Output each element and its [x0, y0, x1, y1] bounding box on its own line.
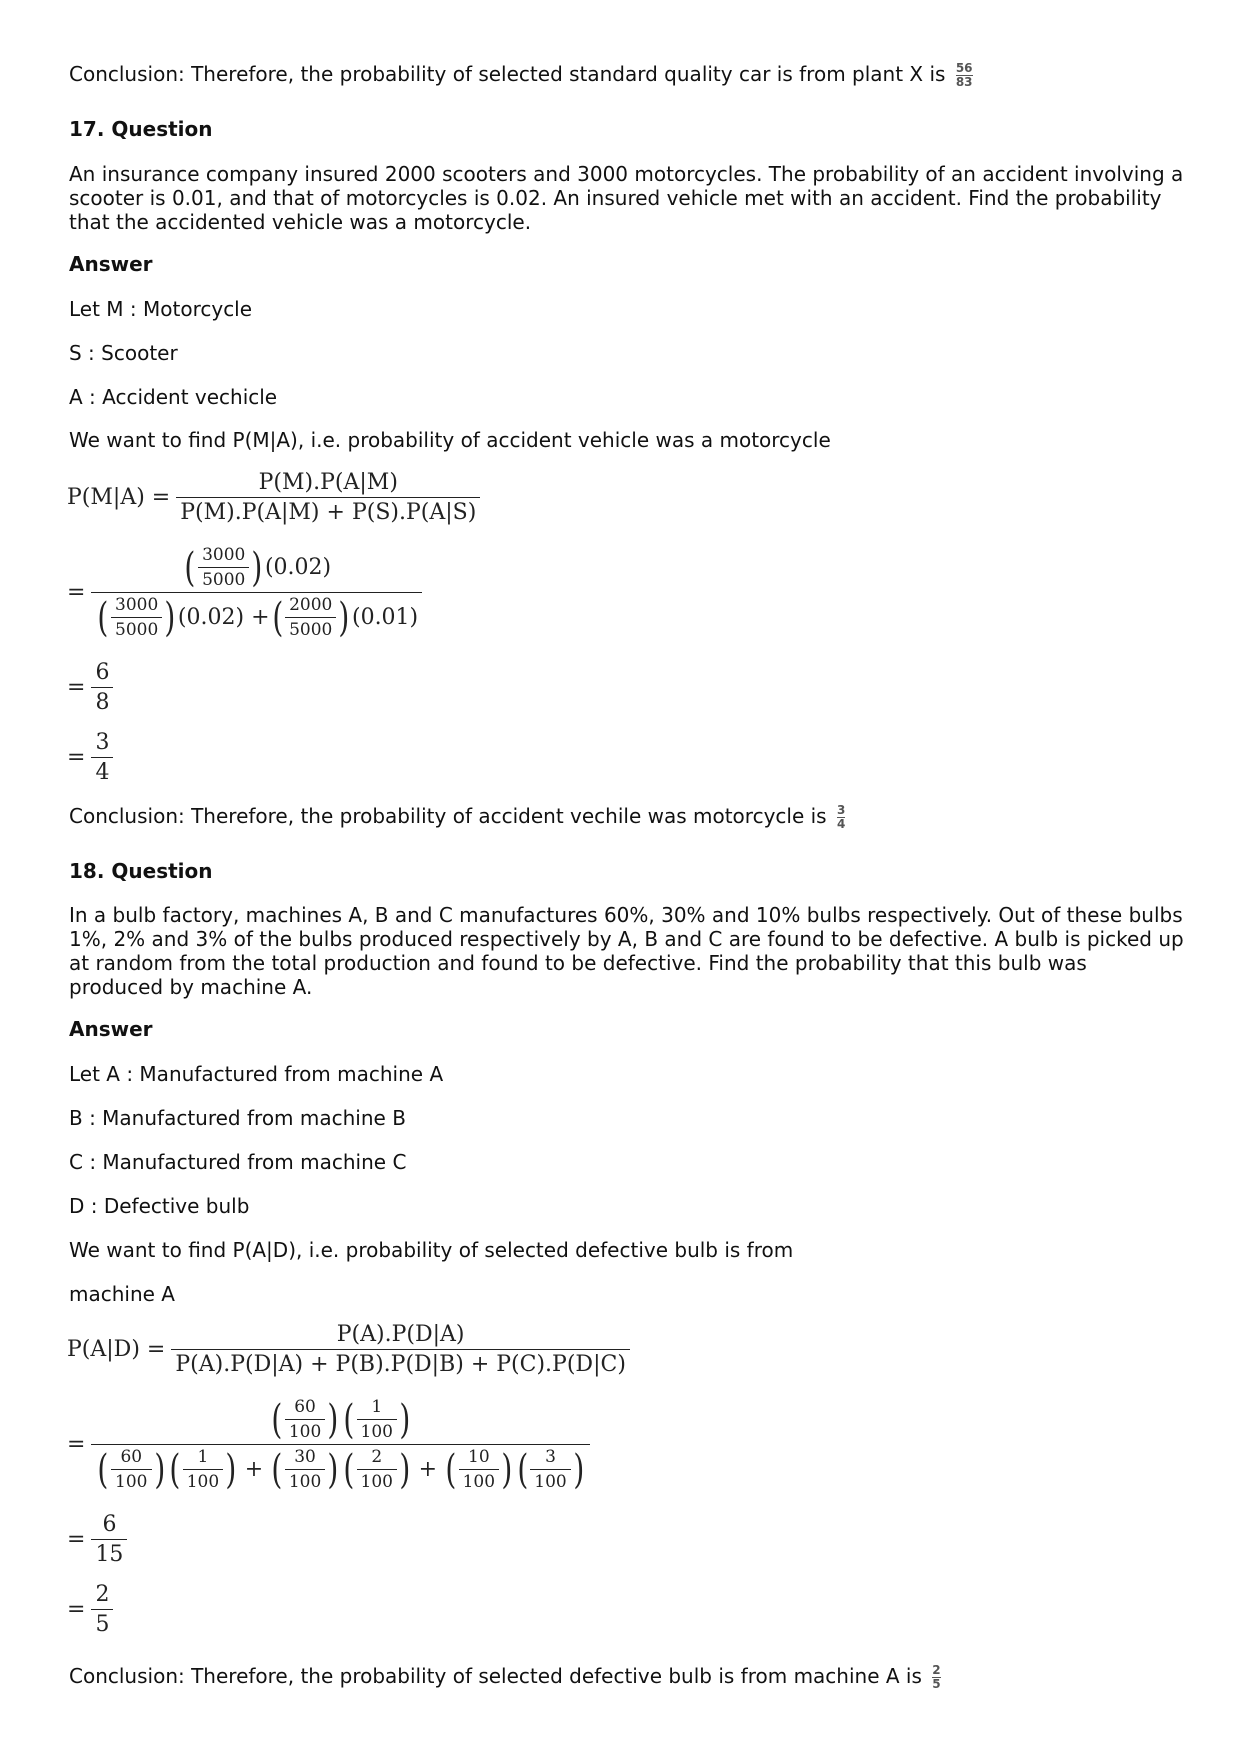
q17-bayes-formula: P(M|A) = $\frac{P(M).P(A|M)}{P(M).P(A|M) + P(S).P(A|S)}$: [67, 470, 480, 525]
q18-step-2-5: = $\frac{2}{5}$: [67, 1582, 113, 1637]
q17-conclusion-fraction: $\frac{3}{4}$: [836, 803, 846, 831]
q18-line-4: D : Defective bulb: [69, 1194, 250, 1218]
q17-line-3: A : Accident vechicle: [69, 385, 278, 409]
q17-line-2: S : Scooter: [69, 341, 178, 365]
q16-conclusion: [69, 62, 973, 89]
q18-conclusion-text: Conclusion: Therefore, the probability of selected defective bulb is from machine A is: [69, 1664, 922, 1688]
q18-line-2: B : Manufactured from machine B: [69, 1106, 406, 1130]
q17-line-4: We want to find P(M|A), i.e. probability of accident vehicle was a motorcycle: [69, 428, 831, 452]
q17-step-6-8: = $\frac{6}{8}$: [67, 660, 113, 715]
q18-question: In a bulb factory, machines A, B and C manufactures 60%, 30% and 10% bulbs respectively. Out of these bulbs 1%, 2% and 3% of the bulbs produced respectively by A, B and C are found to be defective. A bulb is picked up at random from the total production and found to be defective. Find the probability that this bulb was produced by machine A.: [69, 903, 1184, 999]
q17-question: An insurance company insured 2000 scooters and 3000 motorcycles. The probability of an accident involving a scooter is 0.01, and that of motorcycles is 0.02. An insured vehicle met with an accident. Find the probability that the accidented vehicle was a motorcycle.: [69, 162, 1184, 234]
q18-line-6: machine A: [69, 1282, 175, 1306]
q17-substitution: = ( $\frac{3000}{5000}$ ) (0.02) ( $\frac{3000}{5000}$ ) (0.02) + ( $\frac{2000}{5000}$ ) (0.01): [67, 545, 422, 640]
q18-step-6-15: = $\frac{6}{15}$: [67, 1512, 127, 1567]
q18-heading: 18. Question: [69, 859, 213, 883]
q16-conclusion-fraction: $\frac{56}{83}$: [955, 61, 973, 89]
q17-step-3-4: = $\frac{3}{4}$: [67, 730, 113, 785]
q17-line-1: Let M : Motorcycle: [69, 297, 253, 321]
q17-conclusion: [69, 804, 845, 831]
q18-bayes-formula: P(A|D) = $\frac{P(A).P(D|A)}{P(A).P(D|A) + P(B).P(D|B) + P(C).P(D|C)}$: [67, 1322, 630, 1377]
q18-answer-label: Answer: [69, 1017, 153, 1041]
q17-answer-label: Answer: [69, 252, 153, 276]
q17-conclusion-text: Conclusion: Therefore, the probability of accident vechile was motorcycle is: [69, 804, 827, 828]
q18-conclusion-fraction: $\frac{2}{5}$: [932, 1663, 941, 1691]
q17-heading: 17. Question: [69, 117, 213, 141]
q18-conclusion: [69, 1664, 941, 1691]
q16-conclusion-text: Conclusion: Therefore, the probability of selected standard quality car is from plant X is: [69, 62, 946, 86]
q18-line-3: C : Manufactured from machine C: [69, 1150, 407, 1174]
q18-substitution: = ( $\frac{60}{100}$ ) ( $\frac{1}{100}$ ) ( $\frac{60}{100}$ ) ( $\frac{1}{100}$ ) + ( $\frac{30}{100}$ ) ( $\frac{2}{100}$ ) + ( $\frac{10}{100}$ ) ( $\frac{3}{100}$ ): [67, 1397, 590, 1492]
q18-line-1: Let A : Manufactured from machine A: [69, 1062, 444, 1086]
q18-line-5: We want to find P(A|D), i.e. probability of selected defective bulb is from: [69, 1238, 794, 1262]
